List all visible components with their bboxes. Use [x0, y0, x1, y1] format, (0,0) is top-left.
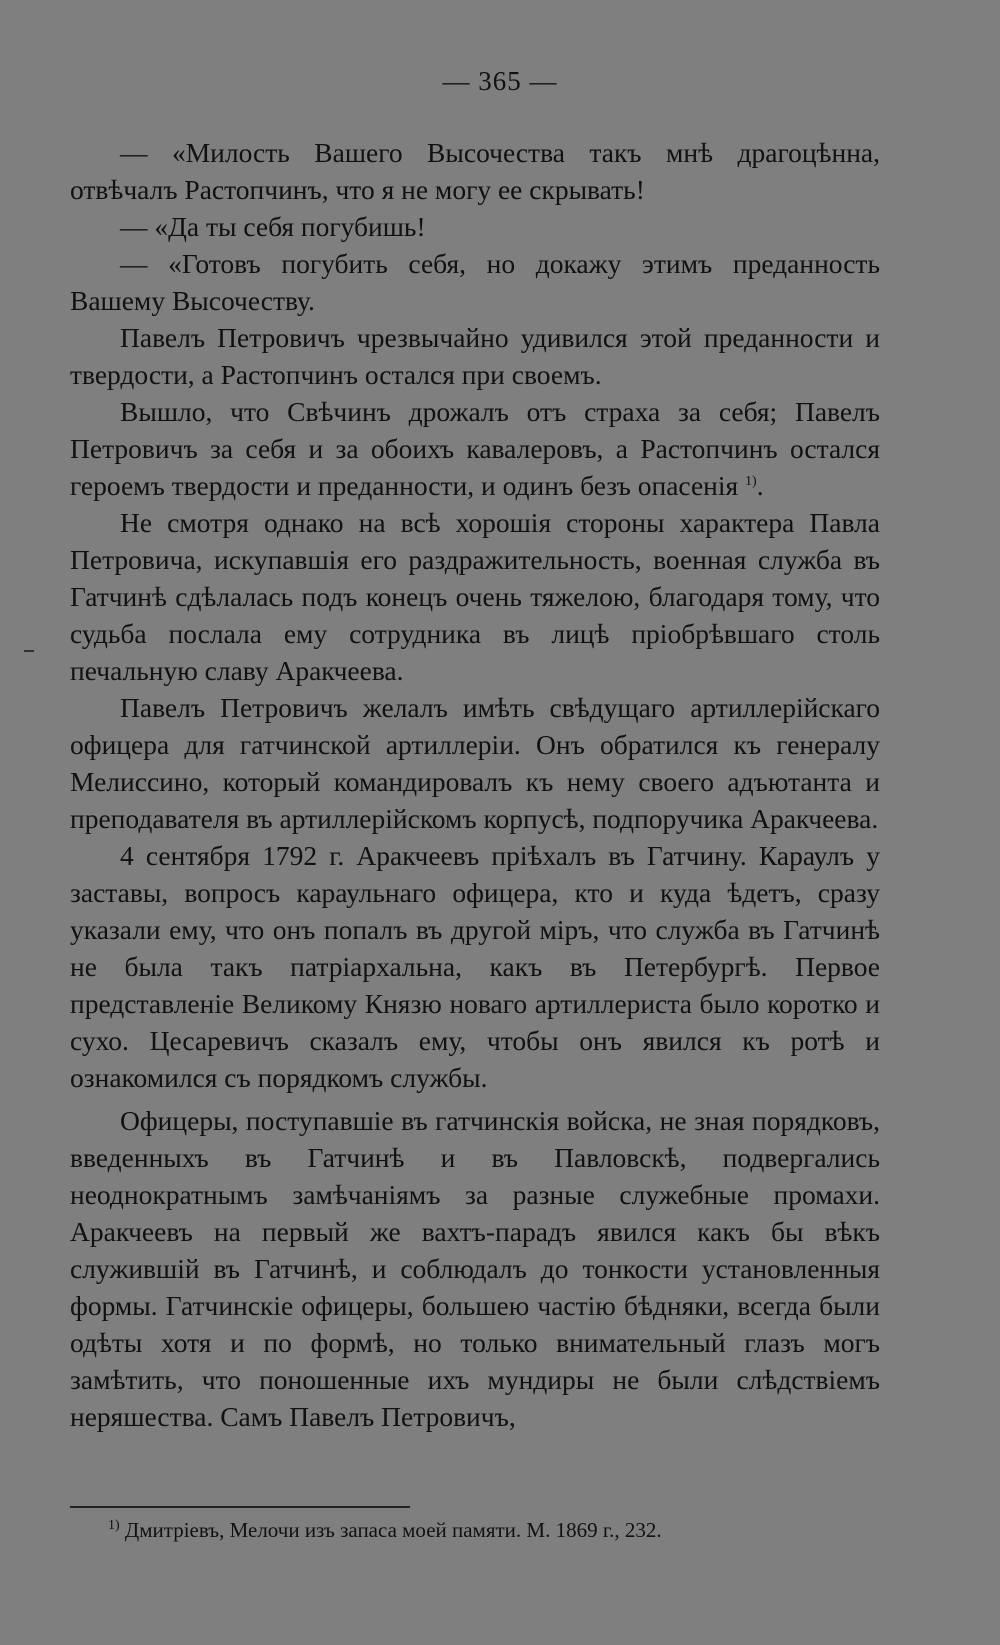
paragraph: — «Милость Вашего Высочества такъ мнѣ драгоцѣнна, отвѣчалъ Растопчинъ, что я не могу ее скрывать! [70, 137, 880, 205]
paragraph-text: Вышло, что Свѣчинъ дрожалъ отъ страха за себя; Павелъ Петровичъ за себя и за обоихъ кавалеровъ, а Растопчинъ остался героемъ твердости и преданности, и одинъ безъ опасенія [70, 396, 880, 501]
paragraph: Павелъ Петровичъ желалъ имѣть свѣдущаго артиллерійскаго офицера для гатчинской артиллеріи. Онъ обратился къ генералу Мелиссино, который командировалъ къ нему своего адъютанта и преподавателя въ артиллерійскомъ корпусѣ, подпоручика Аракчеева. [70, 692, 880, 834]
footnote-divider [70, 1506, 410, 1508]
footnote-marker: 1) [108, 1518, 120, 1533]
body-text [70, 134, 880, 1435]
paragraph: Офицеры, поступавшіе въ гатчинскія войска, не зная порядковъ, введенныхъ въ Гатчинѣ и въ Павловскѣ, подвергались неоднократнымъ замѣчаніямъ за разные служебные промахи. Аракчеевъ на первый же вахтъ-парадъ явился какъ бы вѣкъ служившій въ Гатчинѣ, и соблюдалъ до тонкости установленныя формы. Гатчинскіе офицеры, большею частію бѣдняки, всегда были одѣты хотя и по формѣ, но только внимательный глазъ могъ замѣтить, что поношенные ихъ мундиры не были слѣдствіемъ неряшества. Самъ Павелъ Петровичъ, [70, 1105, 880, 1432]
paragraph: Не смотря однако на всѣ хорошія стороны характера Павла Петровича, искупавшія его раздражительность, военная служба въ Гатчинѣ сдѣлалась подъ конецъ очень тяжелою, благодаря тому, что судьба послала ему сотрудника въ лицѣ пріобрѣвшаго столь печальную славу Аракчеева. [70, 507, 880, 686]
footnote-ref: 1) [745, 473, 757, 489]
paragraph: 4 сентября 1792 г. Аракчеевъ пріѣхалъ въ Гатчину. Караулъ у заставы, вопросъ караульнаго офицера, кто и куда ѣдетъ, сразу указали ему, что онъ попалъ въ другой міръ, что служба въ Гатчинѣ не была такъ патріархальна, какъ въ Петербургѣ. Первое представленіе Великому Князю новаго артиллериста было коротко и сухо. Цесаревичъ сказалъ ему, чтобы онъ явился къ ротѣ и ознакомился съ порядкомъ службы. [70, 840, 880, 1093]
paragraph: — «Да ты себя погубишь! [120, 211, 426, 242]
footnote [108, 1516, 908, 1544]
page-number: — 365 — [442, 66, 558, 96]
paragraph: Павелъ Петровичъ чрезвычайно удивился этой преданности и твердости, а Растопчинъ остался при своемъ. [70, 322, 880, 390]
margin-mark [24, 650, 34, 652]
footnote-text: Дмитріевъ, Мелочи изъ запаса моей памяти. М. 1869 г., 232. [124, 1518, 662, 1542]
paragraph: — «Готовъ погубить себя, но докажу этимъ преданность Вашему Высочеству. [70, 248, 880, 316]
paragraph-with-footnote-ref: Вышло, что Свѣчинъ дрожалъ отъ страха за себя; Павелъ Петровичъ за себя и за обоихъ кавалеровъ, а Растопчинъ остался героемъ твердости и преданности, и одинъ безъ опасенія $^{1)}$. [70, 396, 880, 501]
